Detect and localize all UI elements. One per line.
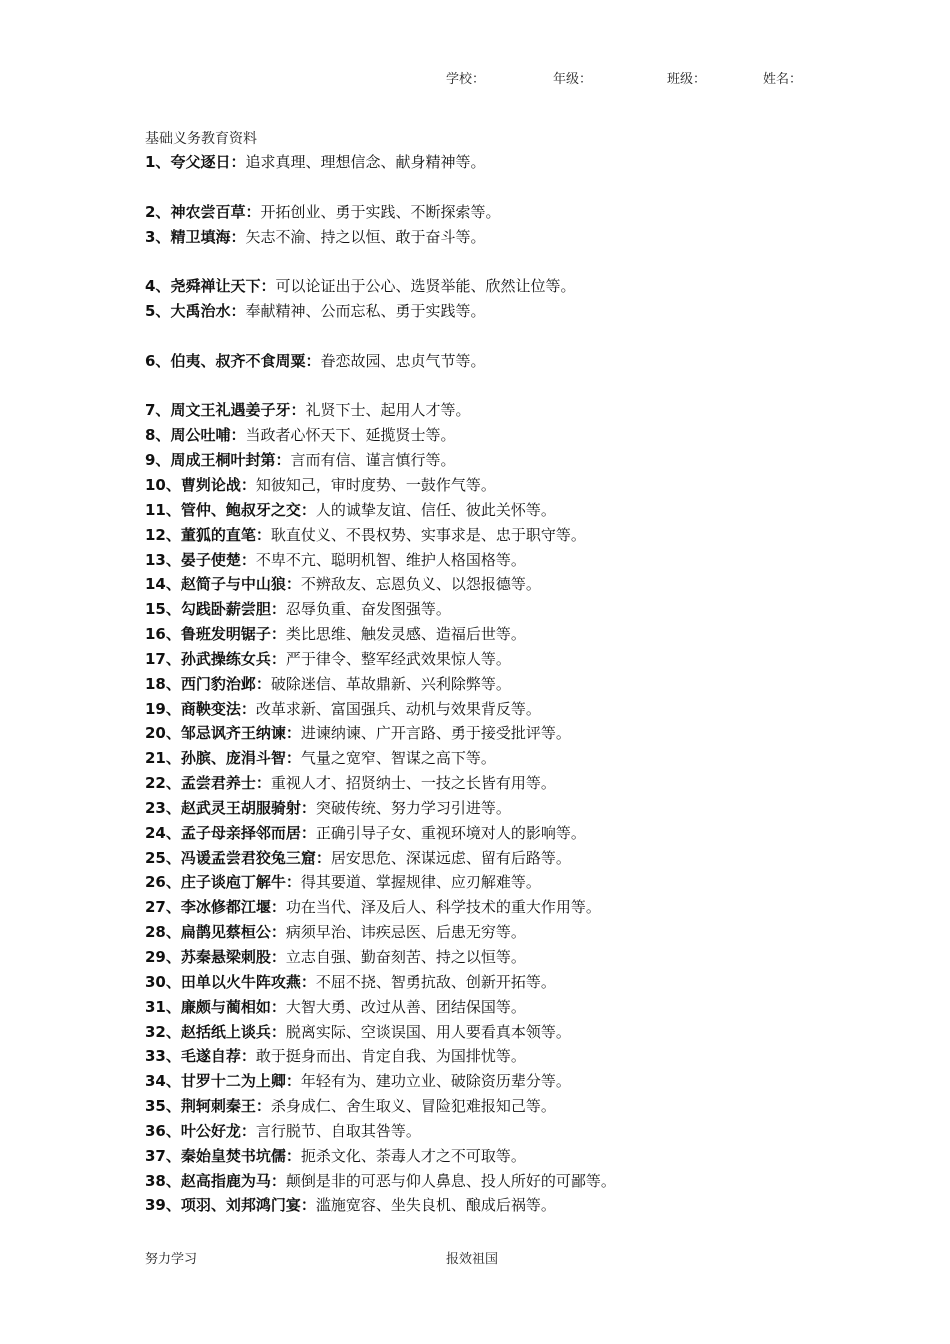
entry-description: 大智大勇、改过从善、团结保国等。 (285, 997, 526, 1016)
list-item (145, 846, 925, 871)
entry-number: 25、 (145, 848, 181, 867)
entry-description: 严于律令、整军经武效果惊人等。 (285, 649, 511, 668)
entry-title (145, 153, 245, 171)
entry-title (145, 277, 275, 295)
entry-title (145, 551, 256, 569)
entry-number: 13、 (145, 550, 181, 569)
entry-number: 7、 (145, 401, 171, 420)
entry-number: 35、 (145, 1097, 181, 1116)
entry-description: 杀身成仁、舍生取义、冒险犯难报知己等。 (270, 1097, 556, 1116)
entry-description: 眷恋故园、忠贞气节等。 (320, 351, 486, 370)
entry-title (145, 352, 320, 370)
entry-description: 礼贤下士、起用人才等。 (305, 401, 471, 420)
entry-title (145, 203, 260, 221)
entry-number: 21、 (145, 749, 181, 768)
entry-description: 滥施宽容、坐失良机、酿成后祸等。 (315, 1196, 556, 1215)
list-item (145, 1094, 925, 1119)
entry-title (145, 476, 256, 494)
entry-heading: 孙武操练女兵： (180, 649, 286, 668)
entry-description: 改革求新、富国强兵、动机与效果背反等。 (255, 699, 541, 718)
entry-title (145, 749, 301, 767)
entry-description: 不屈不挠、智勇抗敌、创新开拓等。 (315, 972, 556, 991)
entry-heading: 周公吐哺： (170, 426, 246, 445)
entry-description: 忍辱负重、奋发图强等。 (285, 600, 451, 619)
entry-description: 可以论证出于公心、选贤举能、欣然让位等。 (275, 277, 576, 296)
entry-title (145, 923, 286, 941)
list-item (145, 1069, 925, 1094)
entry-number: 31、 (145, 997, 181, 1016)
list-item (145, 274, 925, 299)
entry-number: 24、 (145, 823, 181, 842)
entry-heading: 周文王礼遇姜子牙： (170, 401, 306, 420)
entry-title (145, 600, 286, 618)
entry-description: 开拓创业、勇于实践、不断探索等。 (260, 202, 501, 221)
entry-heading: 李冰修都江堰： (180, 898, 286, 917)
document-subtitle: 基础义务教育资料 (145, 131, 257, 147)
entry-number: 18、 (145, 674, 181, 693)
footer-left-text: 努力学习 (145, 1252, 198, 1267)
entry-heading: 周成王桐叶封第： (170, 451, 291, 470)
entry-number: 10、 (145, 475, 181, 494)
entry-title (145, 873, 301, 891)
entry-description: 当政者心怀天下、延揽贤士等。 (245, 426, 456, 445)
entry-title (145, 849, 331, 867)
entry-heading: 管仲、鲍叔牙之交： (180, 500, 316, 519)
entry-heading: 田单以火牛阵攻燕： (180, 972, 316, 991)
entry-description: 言而有信、谨言慎行等。 (290, 451, 456, 470)
entry-heading: 扁鹊见蔡桓公： (180, 923, 286, 942)
entry-number: 36、 (145, 1121, 181, 1140)
entry-number: 34、 (145, 1072, 181, 1091)
entry-description: 不辨敌友、忘恩负义、以怨报德等。 (300, 575, 541, 594)
list-item (145, 746, 925, 771)
entry-number: 19、 (145, 699, 181, 718)
entry-description: 正确引导子女、重视环境对人的影响等。 (315, 823, 586, 842)
entry-number: 27、 (145, 898, 181, 917)
entry-description: 脱离实际、空谈误国、用人要看真本领等。 (285, 1022, 571, 1041)
entry-number: 33、 (145, 1047, 181, 1066)
list-item (145, 225, 925, 250)
entry-title (145, 1047, 256, 1065)
entry-number: 4、 (145, 277, 171, 296)
entry-description: 追求真理、理想信念、献身精神等。 (245, 153, 486, 171)
entry-heading: 赵简子与中山狼： (180, 575, 301, 594)
entry-description: 病须早治、讳疾忌医、后患无穷等。 (285, 923, 526, 942)
list-item (145, 150, 925, 175)
entry-heading: 夸父逐日： (170, 153, 246, 171)
list-item (145, 697, 925, 722)
entry-number: 14、 (145, 575, 181, 594)
entry-number: 16、 (145, 625, 181, 644)
entry-number: 28、 (145, 923, 181, 942)
entry-number: 23、 (145, 798, 181, 817)
entry-heading: 冯谖孟尝君狡兔三窟： (180, 848, 331, 867)
entry-title (145, 401, 305, 419)
entry-heading: 秦始皇焚书坑儒： (180, 1146, 301, 1165)
list-item (145, 349, 925, 374)
entry-description: 气量之宽窄、智谋之高下等。 (300, 749, 496, 768)
school-label: 学校： (446, 72, 486, 87)
entry-heading: 荆轲刺秦王： (180, 1097, 271, 1116)
entry-title (145, 700, 256, 718)
entry-number: 5、 (145, 302, 171, 321)
entry-title (145, 228, 245, 246)
list-item (145, 721, 925, 746)
list-item (145, 771, 925, 796)
entry-heading: 孟尝君养士： (180, 774, 271, 793)
entry-heading: 苏秦悬梁刺股： (180, 948, 286, 966)
entry-title (145, 774, 271, 792)
entry-heading: 伯夷、叔齐不食周粟： (170, 351, 321, 370)
entry-title (145, 451, 290, 469)
entry-title (145, 426, 245, 444)
class-label: 班级： (667, 72, 707, 87)
list-item (145, 970, 925, 995)
entry-heading: 勾践卧薪尝胆： (180, 600, 286, 619)
entry-description: 知彼知己，审时度势、一鼓作气等。 (255, 475, 496, 494)
entry-heading: 尧舜禅让天下： (170, 277, 276, 296)
list-item (145, 821, 925, 846)
entry-heading: 叶公好龙： (180, 1121, 256, 1140)
entry-title (145, 650, 286, 668)
list-item (145, 622, 925, 647)
entry-list (145, 150, 925, 1218)
entry-title (145, 526, 271, 544)
list-item (145, 299, 925, 324)
entry-description: 人的诚挚友谊、信任、彼此关怀等。 (315, 500, 556, 519)
entry-description: 得其要道、掌握规律、应刃解难等。 (300, 873, 541, 892)
entry-title (145, 799, 316, 817)
list-item (145, 870, 925, 895)
list-item (145, 200, 925, 225)
entry-number: 32、 (145, 1022, 181, 1041)
list-item (145, 945, 925, 970)
entry-number: 15、 (145, 600, 181, 619)
entry-number: 6、 (145, 351, 171, 370)
entry-title (145, 1196, 316, 1214)
entry-number: 30、 (145, 972, 181, 991)
list-item (145, 398, 925, 423)
entry-heading: 庄子谈庖丁解牛： (180, 873, 301, 892)
entry-title (145, 501, 316, 519)
name-label: 姓名： (763, 72, 803, 87)
entry-number: 26、 (145, 873, 181, 892)
entry-description: 颠倒是非的可恶与仰人鼻息、投人所好的可鄙等。 (285, 1171, 616, 1190)
entry-number: 8、 (145, 426, 171, 445)
entry-heading: 鲁班发明锯子： (180, 625, 286, 644)
entry-heading: 廉颇与蔺相如： (180, 997, 286, 1016)
entry-title (145, 675, 271, 693)
entry-number: 37、 (145, 1146, 181, 1165)
entry-heading: 大禹治水： (170, 302, 246, 321)
list-item (145, 1144, 925, 1169)
entry-number: 12、 (145, 525, 181, 544)
list-item (145, 920, 925, 945)
list-item (145, 1193, 925, 1218)
entry-heading: 孙膑、庞涓斗智： (180, 749, 301, 768)
entry-title (145, 1072, 301, 1090)
entry-heading: 邹忌讽齐王纳谏： (180, 724, 301, 743)
entry-description: 敢于挺身而出、肯定自我、为国排忧等。 (255, 1047, 526, 1066)
list-item (145, 523, 925, 548)
list-item (145, 448, 925, 473)
entry-title (145, 625, 286, 643)
entry-description: 居安思危、深谋远虑、留有后路等。 (330, 848, 571, 867)
entry-title (145, 724, 301, 742)
list-item (145, 796, 925, 821)
entry-number: 17、 (145, 649, 181, 668)
entry-title (145, 948, 286, 966)
entry-number: 11、 (145, 500, 181, 519)
list-item (145, 647, 925, 672)
entry-heading: 曹刿论战： (180, 475, 256, 494)
entry-description: 扼杀文化、荼毒人才之不可取等。 (300, 1146, 526, 1165)
entry-heading: 晏子使楚： (180, 550, 256, 569)
entry-title (145, 1172, 286, 1190)
entry-description: 类比思维、触发灵感、造福后世等。 (285, 625, 526, 644)
entry-title (145, 575, 301, 593)
entry-title (145, 998, 286, 1016)
entry-number: 22、 (145, 774, 181, 793)
entry-description: 重视人才、招贤纳士、一技之长皆有用等。 (270, 774, 556, 793)
entry-heading: 赵括纸上谈兵： (180, 1022, 286, 1041)
list-item (145, 473, 925, 498)
entry-description: 不卑不亢、聪明机智、维护人格国格等。 (255, 550, 526, 569)
list-item (145, 995, 925, 1020)
entry-description: 破除迷信、革故鼎新、兴利除弊等。 (270, 674, 511, 693)
entry-description: 矢志不渝、持之以恒、敢于奋斗等。 (245, 227, 486, 246)
list-item (145, 548, 925, 573)
entry-description: 立志自强、勤奋刻苦、持之以恒等。 (285, 948, 526, 966)
entry-heading: 董狐的直笔： (180, 525, 271, 544)
entry-number: 2、 (145, 202, 171, 221)
entry-number: 20、 (145, 724, 181, 743)
list-item (145, 597, 925, 622)
entry-number: 39、 (145, 1196, 181, 1215)
entry-heading: 项羽、刘邦鸿门宴： (180, 1196, 316, 1215)
entry-description: 功在当代、泽及后人、科学技术的重大作用等。 (285, 898, 601, 917)
list-item (145, 1119, 925, 1144)
entry-title (145, 898, 286, 916)
entry-number: 9、 (145, 451, 171, 470)
list-item (145, 572, 925, 597)
entry-number: 3、 (145, 227, 171, 246)
list-item (145, 895, 925, 920)
entry-title (145, 824, 316, 842)
entry-heading: 赵高指鹿为马： (180, 1171, 286, 1190)
entry-heading: 毛遂自荐： (180, 1047, 256, 1066)
entry-title (145, 1147, 301, 1165)
entry-heading: 赵武灵王胡服骑射： (180, 798, 316, 817)
entry-description: 突破传统、努力学习引进等。 (315, 798, 511, 817)
list-item (145, 672, 925, 697)
list-item (145, 1169, 925, 1194)
entry-description: 奉献精神、公而忘私、勇于实践等。 (245, 302, 486, 321)
entry-heading: 商鞅变法： (180, 699, 256, 718)
entry-title (145, 302, 245, 320)
entry-description: 年轻有为、建功立业、破除资历辈分等。 (300, 1072, 571, 1091)
footer-center-text: 报效祖国 (446, 1252, 499, 1267)
grade-label: 年级： (553, 72, 593, 87)
entry-heading: 精卫填海： (170, 227, 246, 246)
entry-heading: 甘罗十二为上卿： (180, 1072, 301, 1091)
list-item (145, 1020, 925, 1045)
entry-heading: 西门豹治邺： (180, 674, 271, 693)
entry-heading: 孟子母亲择邻而居： (180, 823, 316, 842)
entry-description: 言行脱节、自取其咎等。 (255, 1121, 421, 1140)
entry-number: 1、 (145, 153, 171, 171)
entry-description: 耿直仗义、不畏权势、实事求是、忠于职守等。 (270, 525, 586, 544)
entry-heading: 神农尝百草： (170, 202, 261, 221)
entry-title (145, 1122, 256, 1140)
list-item (145, 1044, 925, 1069)
entry-number: 29、 (145, 948, 181, 966)
entry-title (145, 1097, 271, 1115)
list-item (145, 423, 925, 448)
entry-number: 38、 (145, 1171, 181, 1190)
list-item (145, 498, 925, 523)
entry-description: 进谏纳谏、广开言路、勇于接受批评等。 (300, 724, 571, 743)
entry-title (145, 973, 316, 991)
entry-title (145, 1023, 286, 1041)
